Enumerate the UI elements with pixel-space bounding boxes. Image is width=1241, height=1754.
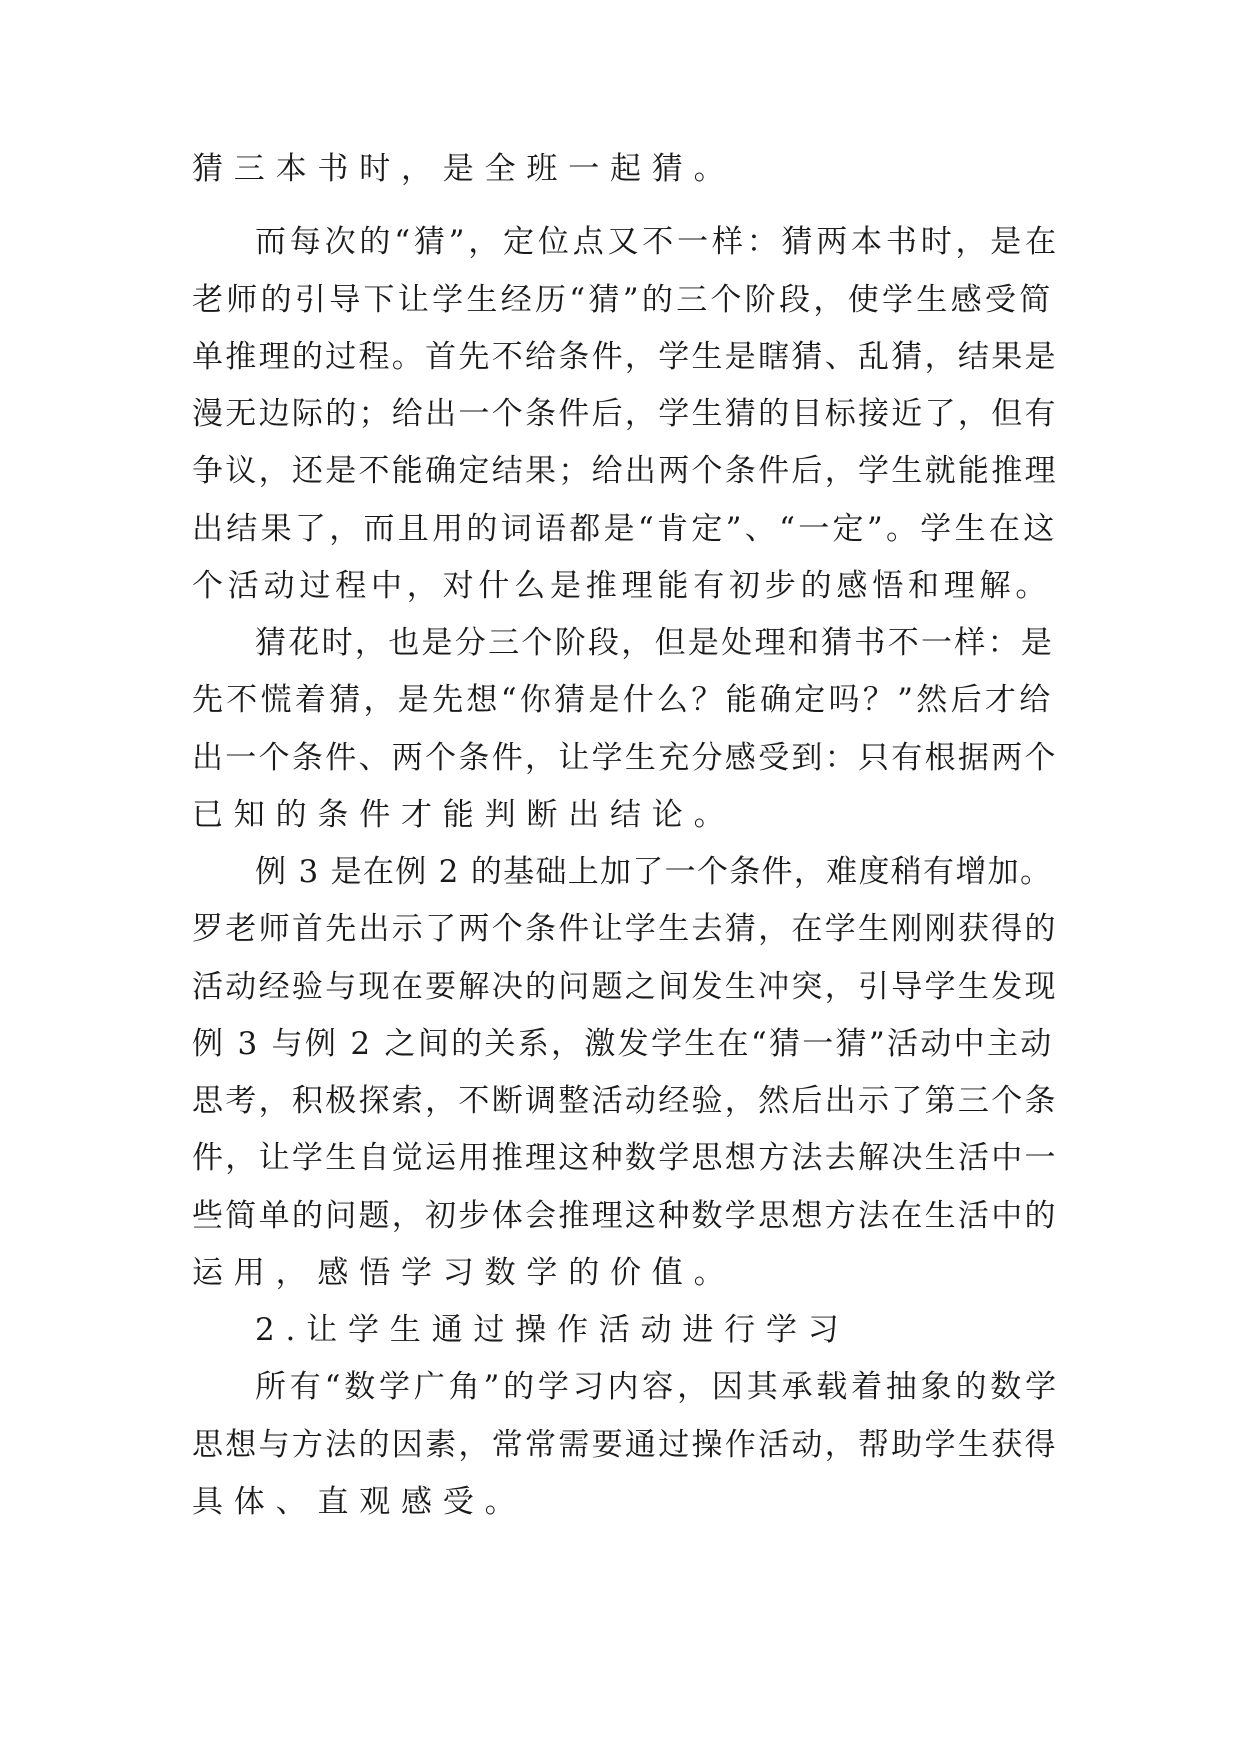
paragraph-start-line: 所有“数学广角”的学习内容，因其承载着抽象的数学 xyxy=(255,1369,1060,1405)
text-line: 思想与方法的因素，常常需要通过操作活动，帮助学生获得 xyxy=(192,1427,1058,1463)
text-line: 些简单的问题，初步体会推理这种数学思想方法在生活中的 xyxy=(192,1198,1058,1234)
paragraph-start-line: 例 3 是在例 2 的基础上加了一个条件，难度稍有增加。 xyxy=(255,854,1053,890)
text-line: 单推理的过程。首先不给条件，学生是瞎猜、乱猜，结果是 xyxy=(192,339,1058,375)
text-line: 先不慌着猜，是先想“你猜是什么？能确定吗？”然后才给 xyxy=(192,682,1054,718)
section-heading: 2.让学生通过操作活动进行学习 xyxy=(255,1312,850,1348)
text-line: 个活动过程中，对什么是推理能有初步的感悟和理解。 xyxy=(192,568,1052,604)
text-line: 漫无边际的；给出一个条件后，学生猜的目标接近了，但有 xyxy=(192,396,1058,432)
text-line: 猜三本书时，是全班一起猜。 xyxy=(192,151,736,187)
text-line: 老师的引导下让学生经历“猜”的三个阶段，使学生感受简 xyxy=(192,282,1054,318)
text-line: 思考，积极探索，不断调整活动经验，然后出示了第三个条 xyxy=(192,1083,1058,1119)
text-line: 出一个条件、两个条件，让学生充分感受到：只有根据两个 xyxy=(192,740,1058,776)
text-line: 例 3 与例 2 之间的关系，激发学生在“猜一猜”活动中主动 xyxy=(192,1026,1054,1062)
text-line: 出结果了，而且用的词语都是“肯定”、“一定”。学生在这 xyxy=(192,511,1058,547)
paragraph-start-line: 猜花时，也是分三个阶段，但是处理和猜书不一样：是 xyxy=(255,625,1055,661)
text-line: 罗老师首先出示了两个条件让学生去猜，在学生刚刚获得的 xyxy=(192,911,1058,947)
text-line: 具体、直观感受。 xyxy=(192,1484,527,1520)
text-line: 件，让学生自觉运用推理这种数学思想方法去解决生活中一 xyxy=(192,1140,1058,1176)
text-line: 已知的条件才能判断出结论。 xyxy=(192,797,736,833)
text-line: 运用，感悟学习数学的价值。 xyxy=(192,1255,736,1291)
paragraph-start-line: 而每次的“猜”，定位点又不一样：猜两本书时，是在 xyxy=(255,224,1060,260)
text-line: 争议，还是不能确定结果；给出两个条件后，学生就能推理 xyxy=(192,453,1058,489)
text-line: 活动经验与现在要解决的问题之间发生冲突，引导学生发现 xyxy=(192,969,1058,1005)
